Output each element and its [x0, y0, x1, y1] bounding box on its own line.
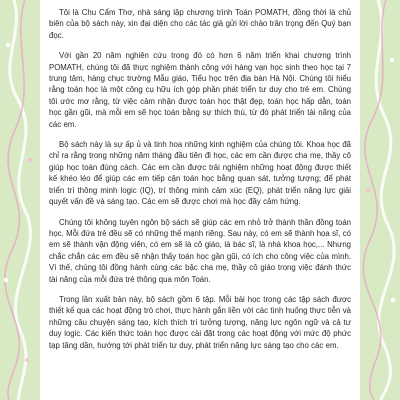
right-swirl-pattern: [360, 0, 400, 400]
left-decorative-border: [0, 0, 40, 400]
document-page: [40, 0, 360, 400]
paragraph-introduction: Tôi là Chu Cẩm Thơ, nhà sáng lập chương trình Toán POMATH, đồng thời là chủ biên của bộ sách này, xin đại diện cho các tác giả gửi lời chào trân trọng đến Quý bạn đọc.: [49, 8, 351, 40]
paragraph-research-experience: Với gần 20 năm nghiên cứu trong đó có hơn 6 năm triển khai chương trình POMATH, chúng tôi đã thực nghiệm thành công với hàng vạn học sinh theo học tại 7 trung tâm, hàng chục trường Mẫu giáo, Tiểu học trên địa bàn Hà Nội. Chúng tôi hiểu rằng toán học là một công cụ hữu ích góp phần phát triển tư duy cho trẻ em. Chúng tôi ước mơ rằng, từ việc cảm nhận được toán học thật đẹp, toán học hấp dẫn, toán học gần gũi, mà mỗi em sẽ học toán bằng sự thích thú, từ đó phát triển tài năng của các em.: [49, 51, 351, 129]
right-decorative-border: [360, 0, 400, 400]
left-swirl-pattern: [0, 0, 40, 400]
paragraph-book-purpose: Chúng tôi không tuyên ngôn bộ sách sẽ giúp các em nhỏ trở thành thần đồng toán học. Mỗi đứa trẻ đều sẽ có những thế mạnh riêng. Sau này, có em sẽ thành họa sĩ, có em sẽ thành vận động viên, có em sẽ là cô giáo, là bác sĩ, là nhà khoa học,... Nhưng chắc chắn các em đều sẽ nhận thấy toán học gần gũi, có ích cho công việc của mình. Vì thế, chúng tôi đồng hành cùng các bậc cha mẹ, thầy cô giáo trong việc đánh thức tài năng của mỗi đứa trẻ thông qua môn Toán.: [49, 217, 351, 284]
paragraph-book-essence: Bộ sách này là sự ấp ủ và tinh hoa những kinh nghiệm của chúng tôi. Khoa học đã chỉ ra rằng trong những năm tháng đầu tiên đi học, các em cần được cha mẹ, thầy cô giúp học toán đúng cách. Các em cần được trải nghiệm những hoạt động được thiết kế khéo léo để giúp các em tiếp cận toán học bằng quan sát, tưởng tượng; để phát triển trí thông minh logic (IQ), trí thông minh cảm xúc (EQ), phát triển năng lực giải quyết vấn đề và sáng tạo. Các em sẽ được chơi mà học đầy cảm hứng.: [49, 140, 351, 207]
paragraph-edition-structure: Trong lần xuất bản này, bộ sách gồm 6 tập. Mỗi bài học trong các tập sách được thiết kế qua các hoạt động trò chơi, thực hành gắn liền với các tình huống thực tiễn và những câu chuyện sáng tạo, kích thích trí tưởng tượng, năng lực ngôn ngữ và cả tư duy logic. Các kiến thức toán học được cài đặt trong các hoạt động với mức độ phức tạp tăng dần, hướng tới phát triển tư duy, phát triển năng lực sáng tạo cho các em.: [49, 294, 351, 350]
